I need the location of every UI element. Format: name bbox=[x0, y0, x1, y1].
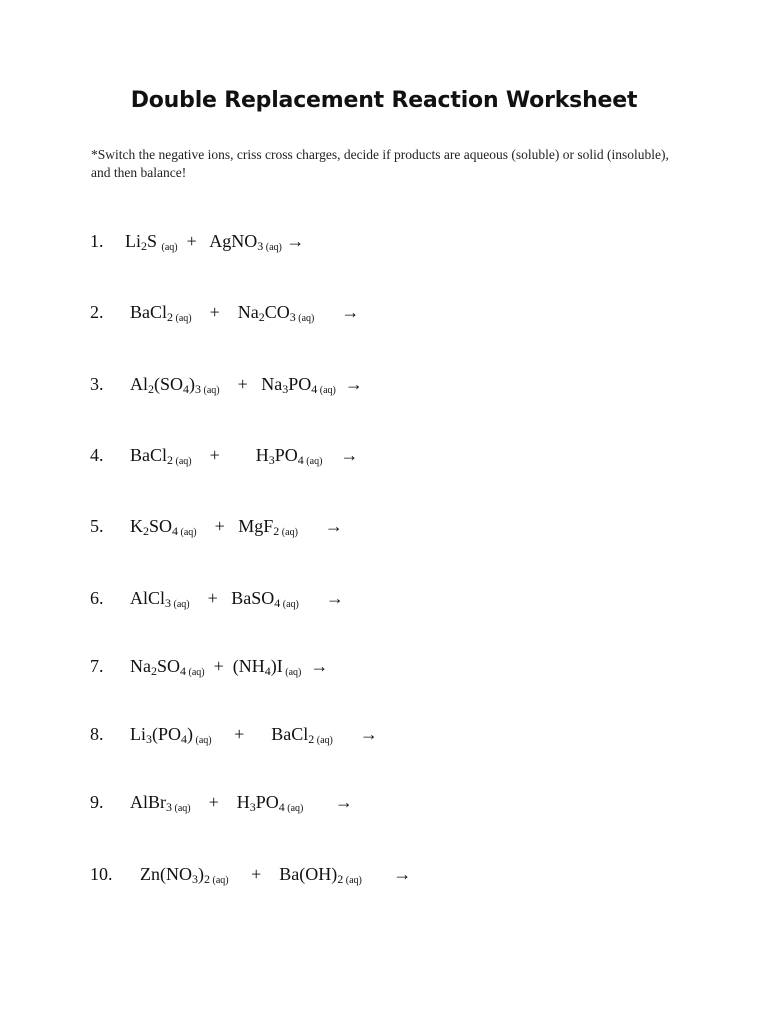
problem-10 bbox=[90, 864, 412, 927]
problem-number: 6. bbox=[90, 588, 104, 608]
worksheet-title: Double Replacement Reaction Worksheet bbox=[130, 88, 638, 113]
problem-equation: $Zn(NO_3)_2$ (aq) + $Ba(OH)_2$ (aq) → bbox=[140, 864, 412, 886]
problem-equation: $Li_3(PO_4)$ (aq) + BaCl$_2$ (aq) → bbox=[130, 724, 378, 746]
problem-number: 2. bbox=[90, 302, 104, 322]
problem-8 bbox=[90, 724, 378, 787]
problem-5 bbox=[90, 516, 343, 579]
problem-number: 8. bbox=[90, 724, 104, 744]
problem-equation: $Na_2SO_4$ $(aq) + (NH_4)I$ (aq) → bbox=[130, 656, 329, 678]
problem-equation: $K_2SO_4$ (aq) + MgF$_2$ (aq) → bbox=[130, 516, 343, 538]
problem-4 bbox=[90, 445, 359, 508]
problem-equation: BaCl$_2$ (aq) + $H_3PO_4$ (aq) → bbox=[130, 445, 359, 467]
problem-number: 5. bbox=[90, 516, 104, 536]
problem-equation: $Al_2(SO_4)_3$ (aq) + $Na_3PO_4$ (aq) → bbox=[130, 374, 363, 396]
problem-equation: AlBr$_3$ (aq) + $H_3PO_4$ (aq) → bbox=[130, 792, 353, 814]
instructions-text: *Switch the negative ions, criss cross charges, decide if products are aqueous (soluble) or solid (insoluble), and then balance! bbox=[91, 147, 669, 180]
problem-number: 7. bbox=[90, 656, 104, 676]
problem-9 bbox=[90, 792, 353, 855]
problem-equation: $Li_2S$ (aq) + AgNO$_3$ (aq) → bbox=[125, 231, 305, 253]
problem-6 bbox=[90, 588, 344, 651]
problem-number: 9. bbox=[90, 792, 104, 812]
problem-equation: BaCl$_2$ (aq) + $Na_2CO_3$ (aq) → bbox=[130, 302, 360, 324]
problem-number: 1. bbox=[90, 231, 104, 251]
problem-number: 4. bbox=[90, 445, 104, 465]
problem-2 bbox=[90, 302, 360, 365]
problem-7 bbox=[90, 656, 329, 719]
problem-equation: AlCl$_3$ (aq) + BaSO$_4$ (aq) → bbox=[130, 588, 344, 610]
problem-number: 3. bbox=[90, 374, 104, 394]
problem-number: 10. bbox=[90, 864, 113, 884]
problem-3 bbox=[90, 374, 363, 437]
problem-1 bbox=[90, 231, 305, 294]
